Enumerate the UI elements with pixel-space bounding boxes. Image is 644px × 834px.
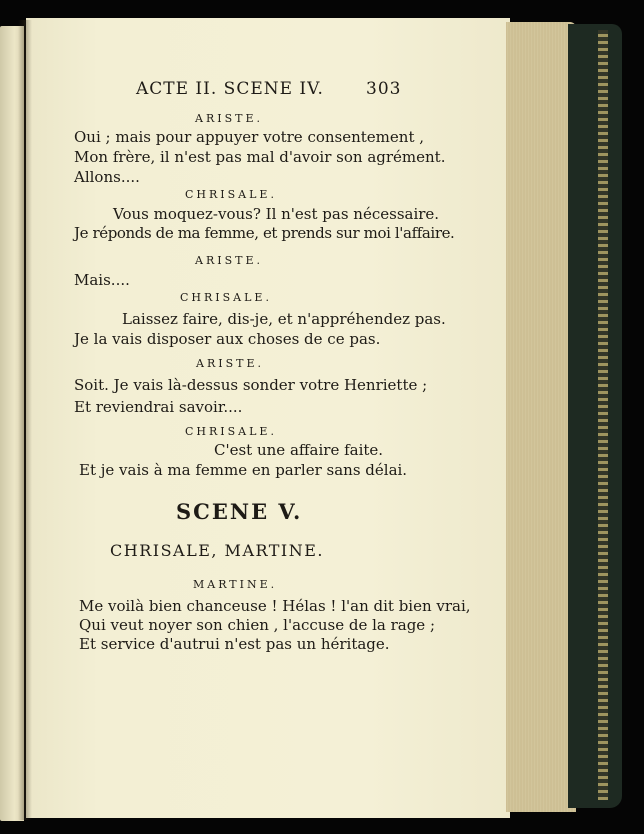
verse-line: C'est une affaire faite. bbox=[214, 441, 384, 459]
verse-line: Mon frère, il n'est pas mal d'avoir son agrément. bbox=[74, 148, 446, 166]
verse-line: Allons.... bbox=[74, 168, 140, 186]
cover-gilt-edge bbox=[598, 30, 608, 800]
verse-line: Et service d'autrui n'est pas un héritage. bbox=[79, 635, 390, 653]
verse-line: Mais.... bbox=[74, 271, 130, 289]
verse-line: Oui ; mais pour appuyer votre consentement , bbox=[74, 128, 425, 146]
speaker-name: MARTINE. bbox=[193, 578, 278, 591]
verse-line: Qui veut noyer son chien , l'accuse de la rage ; bbox=[79, 616, 436, 634]
speaker-name: ARISTE. bbox=[195, 254, 263, 267]
speaker-name: CHRISALE. bbox=[180, 291, 272, 304]
speaker-name: ARISTE. bbox=[196, 357, 264, 370]
verse-line: Et reviendrai savoir.... bbox=[74, 398, 243, 416]
scene-characters: CHRISALE, MARTINE. bbox=[110, 541, 325, 560]
speaker-name: CHRISALE. bbox=[185, 425, 277, 438]
verse-line: Je réponds de ma femme, et prends sur moi l'affaire. bbox=[74, 224, 455, 242]
page-edges bbox=[506, 22, 576, 812]
speaker-name: ARISTE. bbox=[195, 112, 263, 125]
verse-line: Me voilà bien chanceuse ! Hélas ! l'an dit bien vrai, bbox=[79, 597, 471, 615]
running-header-title: ACTE II. SCENE IV. bbox=[136, 79, 324, 99]
page-number: 303 bbox=[366, 79, 402, 99]
scene-heading: SCENE V. bbox=[176, 499, 303, 524]
verse-line: Je la vais disposer aux choses de ce pas. bbox=[74, 330, 381, 348]
verse-line: Laissez faire, dis-je, et n'appréhendez pas. bbox=[122, 310, 446, 328]
speaker-name: CHRISALE. bbox=[185, 188, 277, 201]
book-gutter bbox=[18, 20, 32, 820]
verse-line: Soit. Je vais là-dessus sonder votre Henriette ; bbox=[74, 376, 428, 394]
verse-line: Vous moquez-vous? Il n'est pas nécessaire. bbox=[113, 205, 440, 223]
book-cover bbox=[568, 24, 622, 808]
verse-line: Et je vais à ma femme en parler sans délai. bbox=[79, 461, 408, 479]
